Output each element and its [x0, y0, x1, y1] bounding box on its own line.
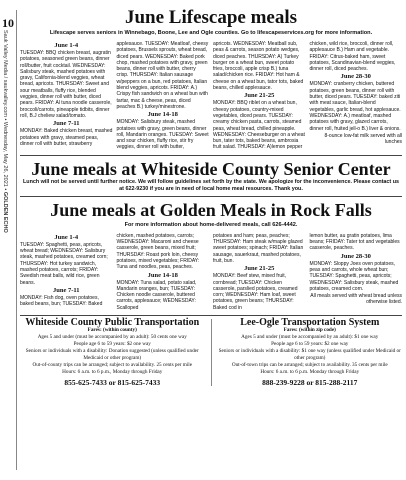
- milk-note: 8-ounce low-fat milk served with all lunches: [324, 132, 402, 146]
- week-heading: June 28-30: [340, 73, 371, 81]
- lee-ogle-transport: [218, 319, 403, 386]
- margin-divider: [16, 10, 17, 470]
- week-heading: June 14-18: [147, 111, 178, 119]
- menu-text: MONDAY: Sloppy Joes oven potatoes, peas and carrots, whole wheat bun; TUESDAY: Spaghetti, peas, apricots; WEDNESDAY: Salisbury steak, mashed potatoes, creamed corn.: [309, 260, 399, 292]
- week-heading: June 28-30: [340, 252, 371, 260]
- page-content: [20, 8, 402, 386]
- menu-text: chicken, mashed potatoes, carrots; WEDNESDAY: Macaroni and cheese casserole, green beans, mixed fruit; THURSDAY: Roast pork loin, cheesy potatoes, mixed vegetables; FRIDAY: Tuna and noodles, peas, peaches.: [116, 232, 200, 271]
- bread-note: All meals served with wheat bread unless otherwise listed.: [310, 293, 402, 306]
- golden-col-3: [213, 233, 306, 312]
- lifescape-subtitle: Lifescape serves seniors in Winnebago, Boone, Lee and Ogle counties. Go to lifescapeservices.org for more information.: [49, 30, 373, 36]
- lifescape-col-2: [117, 41, 210, 152]
- phone-number: 855-625-7433 or 815-625-7433: [64, 378, 161, 388]
- menu-text: lemon butter, au gratin potatoes, lima beans; FRIDAY: Tater tot and vegetables casserole, peaches.: [309, 232, 400, 252]
- fare-line: Out-of-county trips can be arranged; subject to availability. 25 cents per mile: [32, 362, 193, 369]
- menu-text: MONDAY: Tuna salad, potato salad, Mandarin oranges, bun; TUESDAY: Chicken noodle casserole, buttered carrots, applesauce; WEDNESDAY: Scalloped: [116, 279, 197, 311]
- menu-text: TUESDAY: BBQ chicken breast, augratin potatoes, seasoned green beans, dinner roll/butter, fruit cocktail. WEDNESDAY: Salisbury steak, mashed potatoes with gravy, California-blend veggies, wheat bread, apricots. THURSDAY: Sweet and sour meatballs, fluffy rice, blended veggies, dinner roll with butter, diced pears. FRIDAY: Al tuna noodle casserole, broccoli/carrots, pineapple tidbits, dinner roll, B.J cheliew salad/tomato.: [20, 50, 112, 119]
- golden-title: June meals at Golden Meals in Rock Falls: [50, 199, 372, 220]
- menu-text: apricots. WEDNESDAY: Meatball sub, peas & carrots, season potato wedges, diced peaches. THURSDAY: A) Turkey burger on a wheat bun, sweet potato fries, broccoli, apple crisp B.) tuna salad/chicken rice. FRIDAY: Hot ham & cheese on a wheat bun, tator tots, baked beans, chilled applesauce.: [213, 41, 304, 92]
- whiteside-transport: [20, 319, 205, 386]
- page-margin: [0, 0, 14, 480]
- week-heading: June 7-11: [52, 120, 80, 128]
- golden-menu: [20, 233, 402, 312]
- golden-col-4: [310, 233, 403, 312]
- page-number: 10: [2, 16, 14, 30]
- week-heading: June 14-18: [147, 271, 178, 279]
- menu-text: TUESDAY: Spaghetti, peas, apricots, wheat bread; WEDNESDAY: Salisbury steak, mashed potatoes, creamed corn; THURSDAY: Hot turkey sandwich, mashed potatoes, carrots; FRIDAY: Swedish meat balls, wild rice, green beans.: [20, 241, 108, 286]
- menu-text: applesauce. TUESDAY: Meatloaf, cheesy potatoes, Brussels sprouts, wheat bread, diced pears. WEDNESDAY: Baked pork chop, mashed potatoes with gravy, green beans, dinner roll with butter, cherry crisp. THURSDAY: Italian sausage w/peppers on a bun, red potatoes, Italian blend veggies, apricots. FRIDAY: A.) Crispy fish sandwich on a wheat bun with tartar, mac & cheese, peas, diced peaches B.) turkey/minestrone.: [116, 41, 209, 110]
- fare-line: People age 6 to 59 years: $2 one way: [73, 341, 151, 348]
- golden-subtitle: For more information about home-delivered meals, call 626-4442.: [124, 221, 298, 228]
- week-heading: June 7-11: [52, 286, 80, 294]
- fare-line: Ages 5 and under (must be accompanied by an adult): 50 cents one way: [37, 334, 187, 341]
- fare-line: Seniors or individuals with a disability: $1 one way (unless qualified under Medicaid or other program): [218, 348, 401, 362]
- section-label: GOLDEN ECHO: [2, 191, 8, 233]
- menu-text: MONDAY: BBQ riblet on a wheat bun, cheesy potatoes, country-mixed vegetables, diced pears. TUESDAY: creamy chicken pasta, carrots, steamed peas, wheat bread, chilled pineapple. WEDNESDAY: Cheeseburger on a wheat bun, tater tots, baked beans, ambrosia fruit salad. THURSDAY: A)lemon pepper: [213, 100, 305, 151]
- whiteside-note: Lunch will not be served until further notice. We will follow guidelines set forth by the state. We apologize for the inconvenience. Please contact us at 622-9230 if you are in need of local home meal resources. Thank you.: [22, 178, 399, 192]
- menu-text: MONDAY: Beef stew, mixed fruit, cornbread; TUESDAY: Chicken casserole, parslied potatoes, creamed corn; WEDNESDAY: Ham loaf, sweet potatoes, green beans; THURSDAY: Baked cod in: [213, 273, 298, 311]
- golden-col-1: [20, 233, 113, 312]
- week-heading: June 21-25: [244, 265, 275, 273]
- menu-text: MONDAY: cranberry chicken, buttered potatoes, green beans, dinner roll with butter, diced pears. TUESDAY: baked ziti with meat sauce, Italian-blend vegetables, garlic bread, hot applesauce. WEDNESDAY: A.) meatloaf, mashed potatoes with gravy, glazed carrots, dinner roll, fruited jell-o B.) liver & onions.: [309, 81, 401, 132]
- lifescape-col-1: [20, 41, 113, 152]
- week-heading: June 1-4: [54, 233, 79, 241]
- transport-section: [20, 319, 402, 386]
- fare-line: Seniors or individuals with a disability: Donation suggested (unless qualified under Medicaid or other program): [25, 348, 199, 362]
- menu-text: chicken, wild rice, broccoli, dinner roll, applesauce B.) Ham and vegetable. FRIDAY: Citrus-baked ham, sweet potatoes, Scandinavian-blend veggies, dinner roll, diced peaches.: [309, 41, 396, 73]
- fare-heading: Fares: (within county): [87, 327, 137, 334]
- section-divider: [20, 315, 402, 316]
- hours-line: Hours: 6 a.m. to 6 p.m., Monday through Friday: [62, 369, 163, 376]
- week-heading: June 1-4: [54, 42, 79, 49]
- section-divider: [20, 155, 402, 156]
- lifescape-menu: [20, 41, 402, 152]
- menu-text: MONDAY: Fish dog, oven potatoes, baked beans, bun; TUESDAY: Baked: [20, 294, 103, 308]
- menu-text: potatoes and ham; peas, peaches; THURSDAY: Ham steak w/maple glazed sweet potatoes; spinach; FRIDAY: Italian sausage, sauerkraut, mashed potatoes, fruit, bun.: [213, 232, 304, 264]
- transport-title: Whiteside County Public Transportation: [25, 317, 200, 329]
- lifescape-title: June Lifescape meals: [124, 7, 298, 28]
- phone-number: 888-239-9228 or 815-288-2117: [262, 378, 358, 388]
- section-divider: [20, 196, 402, 197]
- week-heading: June 21-25: [244, 92, 275, 100]
- lifescape-col-4: [310, 41, 403, 152]
- lifescape-col-3: [213, 41, 306, 152]
- menu-text: MONDAY: Baked chicken breast, mashed potatoes with gravy, steamed peas, dinner roll with butter, strawberry: [20, 128, 113, 147]
- whiteside-title: June meals at Whiteside County Senior Center: [31, 158, 391, 179]
- transport-title: Lee-Ogle Transportation System: [240, 317, 380, 329]
- sep-label: •: [2, 186, 8, 192]
- hours-line: Hours: 6 a.m. to 6 p.m. Monday through Friday: [260, 369, 360, 376]
- fare-line: Ages 5 and under (must be accompanied by an adult): $1 one way: [241, 334, 379, 341]
- golden-col-2: [117, 233, 210, 312]
- fare-line: People age 6 to 59 years: $2 one way: [271, 341, 349, 348]
- source-label: Sauk Valley Media / saukvalley.com •: [2, 30, 8, 122]
- fare-heading: Fares: (within zip code): [283, 327, 336, 334]
- date-label: Wednesday, May 26, 2021: [2, 121, 8, 187]
- fare-line: Out-of-town trips can be arranged; subject to availability. 35 cents per mile: [231, 362, 388, 369]
- transport-divider: [211, 319, 212, 386]
- menu-text: MONDAY: Salisbury steak, mashed potatoes with gravy, green beans, dinner roll, Mandarin oranges. TUESDAY: Sweet and sour chicken, fluffy rice, stir fry veggies, dinner roll with butter,: [116, 119, 209, 151]
- section-line: [2, 30, 8, 233]
